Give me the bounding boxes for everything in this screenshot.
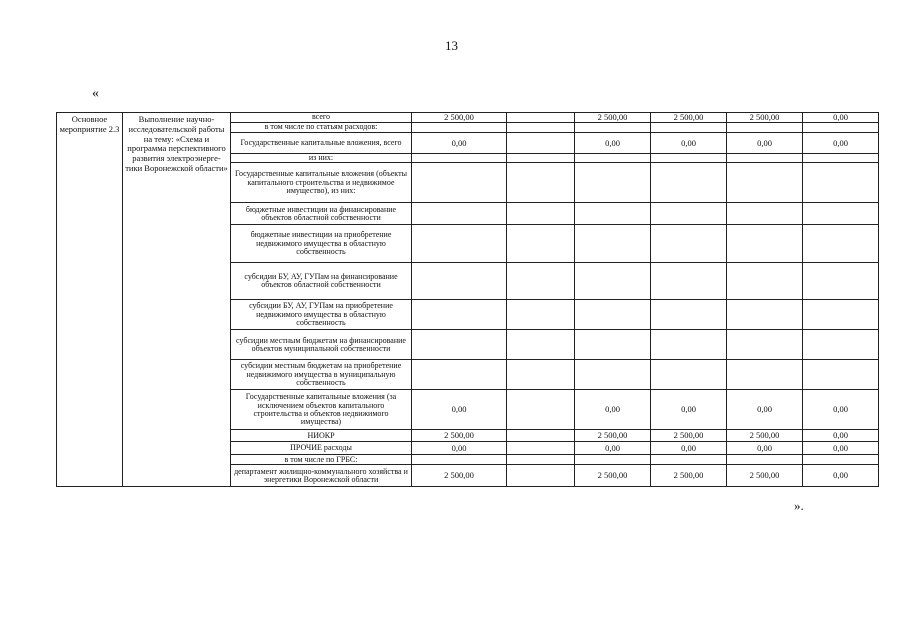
amount-cell	[575, 300, 651, 330]
amount-cell	[727, 330, 803, 360]
amount-cell	[803, 203, 879, 225]
amount-cell	[412, 455, 507, 465]
expense-label-cell: Государственные капитальные вложения (объекты капитального строительства и недвижимое имущество), из них:	[231, 163, 412, 203]
amount-cell: 0,00	[803, 113, 879, 123]
amount-cell: 0,00	[803, 442, 879, 455]
amount-cell: 2 500,00	[412, 430, 507, 442]
amount-cell: 2 500,00	[412, 113, 507, 123]
amount-cell: 0,00	[412, 390, 507, 430]
amount-cell: 2 500,00	[575, 430, 651, 442]
amount-cell	[651, 360, 727, 390]
expense-label-cell: департамент жилищно-коммунального хозяйства и энергетики Воронежской области	[231, 465, 412, 487]
amount-cell	[803, 360, 879, 390]
amount-cell	[507, 154, 575, 163]
table-row	[57, 113, 879, 123]
activity-title-cell: Выполнение научно-исследовательской работы на тему: «Схема и программа перспективного развития электроэнерге-тики Воронежской области»	[123, 113, 231, 487]
amount-cell: 2 500,00	[575, 113, 651, 123]
amount-cell: 0,00	[803, 430, 879, 442]
amount-cell	[412, 330, 507, 360]
amount-cell	[803, 163, 879, 203]
amount-cell	[803, 455, 879, 465]
amount-cell	[651, 203, 727, 225]
amount-cell	[575, 203, 651, 225]
amount-cell	[575, 455, 651, 465]
amount-cell	[651, 263, 727, 300]
amount-cell: 0,00	[727, 442, 803, 455]
amount-cell	[507, 455, 575, 465]
expense-label-cell: Государственные капитальные вложения (за исключением объектов капитального строительства и объектов недвижимого имущества)	[231, 390, 412, 430]
amount-cell	[803, 225, 879, 263]
amount-cell	[507, 360, 575, 390]
amount-cell	[412, 123, 507, 133]
close-quote-mark: ».	[794, 498, 804, 513]
amount-cell: 0,00	[803, 133, 879, 154]
amount-cell	[651, 163, 727, 203]
amount-cell: 2 500,00	[651, 430, 727, 442]
amount-cell	[412, 163, 507, 203]
amount-cell	[575, 123, 651, 133]
amount-cell: 0,00	[803, 390, 879, 430]
amount-cell	[651, 123, 727, 133]
amount-cell: 2 500,00	[727, 430, 803, 442]
amount-cell	[575, 163, 651, 203]
amount-cell	[507, 430, 575, 442]
amount-cell	[651, 330, 727, 360]
amount-cell	[803, 123, 879, 133]
amount-cell	[507, 390, 575, 430]
amount-cell	[507, 465, 575, 487]
amount-cell	[575, 360, 651, 390]
expense-label-cell: субсидии БУ, АУ, ГУПам на финансирование объектов областной собственности	[231, 263, 412, 300]
amount-cell	[507, 225, 575, 263]
expense-label-cell: из них:	[231, 154, 412, 163]
amount-cell: 2 500,00	[727, 113, 803, 123]
amount-cell	[507, 133, 575, 154]
expense-label-cell: субсидии БУ, АУ, ГУПам на приобретение недвижимого имущества в областную собственность	[231, 300, 412, 330]
amount-cell	[651, 154, 727, 163]
amount-cell	[575, 225, 651, 263]
amount-cell: 0,00	[727, 133, 803, 154]
amount-cell	[507, 442, 575, 455]
amount-cell: 0,00	[651, 442, 727, 455]
amount-cell	[727, 203, 803, 225]
expense-label-cell: ПРОЧИЕ расходы	[231, 442, 412, 455]
open-quote-mark: «	[92, 86, 99, 101]
amount-cell	[727, 123, 803, 133]
amount-cell	[412, 300, 507, 330]
amount-cell	[575, 154, 651, 163]
amount-cell	[727, 154, 803, 163]
amount-cell: 0,00	[575, 390, 651, 430]
amount-cell: 0,00	[412, 442, 507, 455]
amount-cell	[803, 154, 879, 163]
amount-cell: 2 500,00	[575, 465, 651, 487]
amount-cell	[651, 225, 727, 263]
amount-cell: 0,00	[803, 465, 879, 487]
amount-cell	[803, 330, 879, 360]
expense-label-cell: всего	[231, 113, 412, 123]
amount-cell	[507, 263, 575, 300]
expense-label-cell: бюджетные инвестиции на приобретение недвижимого имущества в областную собственность	[231, 225, 412, 263]
amount-cell	[727, 300, 803, 330]
amount-cell	[575, 263, 651, 300]
amount-cell: 0,00	[412, 133, 507, 154]
amount-cell: 0,00	[575, 133, 651, 154]
amount-cell	[507, 300, 575, 330]
amount-cell	[803, 263, 879, 300]
amount-cell	[727, 455, 803, 465]
amount-cell: 2 500,00	[651, 465, 727, 487]
amount-cell	[651, 300, 727, 330]
amount-cell: 2 500,00	[727, 465, 803, 487]
expense-label-cell: в том числе по статьям расходов:	[231, 123, 412, 133]
amount-cell	[507, 203, 575, 225]
amount-cell	[412, 203, 507, 225]
amount-cell	[727, 360, 803, 390]
amount-cell	[575, 330, 651, 360]
amount-cell: 0,00	[651, 133, 727, 154]
amount-cell	[803, 300, 879, 330]
amount-cell: 2 500,00	[412, 465, 507, 487]
amount-cell	[507, 163, 575, 203]
amount-cell	[412, 225, 507, 263]
amount-cell	[507, 113, 575, 123]
budget-table	[56, 112, 879, 487]
page-number: 13	[445, 38, 458, 53]
expense-label-cell: в том числе по ГРБС:	[231, 455, 412, 465]
amount-cell	[727, 263, 803, 300]
amount-cell: 0,00	[651, 390, 727, 430]
amount-cell: 2 500,00	[651, 113, 727, 123]
amount-cell	[412, 360, 507, 390]
amount-cell	[727, 163, 803, 203]
amount-cell: 0,00	[727, 390, 803, 430]
amount-cell	[651, 455, 727, 465]
expense-label-cell: субсидии местным бюджетам на приобретение недвижимого имущества в муниципальную собственность	[231, 360, 412, 390]
expense-label-cell: НИОКР	[231, 430, 412, 442]
amount-cell	[507, 123, 575, 133]
expense-label-cell: бюджетные инвестиции на финансирование объектов областной собственности	[231, 203, 412, 225]
activity-code-cell: Основное мероприятие 2.3	[57, 113, 123, 487]
amount-cell	[727, 225, 803, 263]
amount-cell	[412, 263, 507, 300]
amount-cell	[507, 330, 575, 360]
expense-label-cell: субсидии местным бюджетам на финансирование объектов муниципальной собственности	[231, 330, 412, 360]
amount-cell	[412, 154, 507, 163]
amount-cell: 0,00	[575, 442, 651, 455]
expense-label-cell: Государственные капитальные вложения, всего	[231, 133, 412, 154]
